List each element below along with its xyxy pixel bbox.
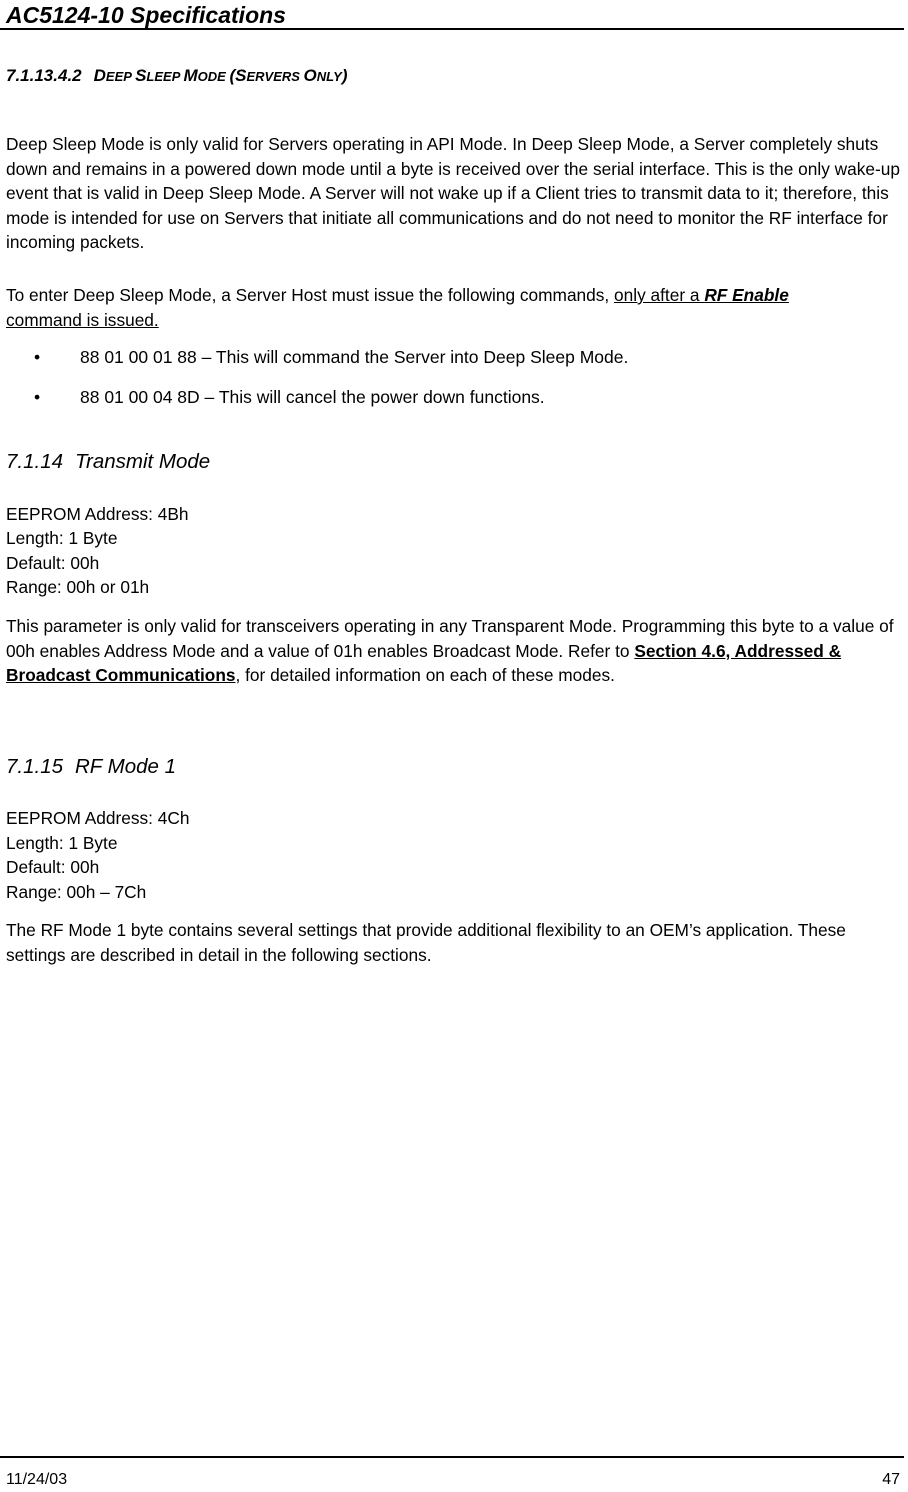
- page-number: 47: [882, 1471, 900, 1488]
- deep-sleep-enter-paragraph: To enter Deep Sleep Mode, a Server Host must issue the following commands, only after a RF Enable command is issued.: [6, 285, 789, 330]
- rf-enable-note: only after a RF Enable command is issued.: [6, 285, 789, 330]
- footer-divider: [0, 1456, 904, 1458]
- deep-sleep-intro-paragraph: Deep Sleep Mode is only valid for Servers operating in API Mode. In Deep Sleep Mode, a Server completely shuts down and remains in a powered down mode until a byte is received over the serial interface. This is the only wake-up event that is valid in Deep Sleep Mode. A Server will not wake up if a Client tries to transmit data to it; therefore, this mode is intended for use on Servers that initiate all communications and do not need to monitor the RF interface for incoming packets.: [6, 134, 900, 252]
- transmit-mode-description: This parameter is only valid for transceivers operating in any Transparent Mode. Programming this byte to a value of 00h enables Address Mode and a value of 01h enables Broadcast Mode. Refer to Section 4.6, Addressed & Broadcast Communications, for detailed information on each of these modes.: [6, 616, 894, 685]
- header-divider: [0, 28, 904, 30]
- heading-rf-mode-1: 7.1.15 RF Mode 1: [6, 755, 177, 778]
- document-title: AC5124-10 Specifications: [6, 2, 286, 28]
- footer-date: 11/24/03: [6, 1471, 68, 1488]
- transmit-default: Default: 00h: [6, 553, 100, 573]
- section-4-6-link[interactable]: Section 4.6, Addressed & Broadcast Communications: [6, 640, 842, 685]
- rf-mode-eeprom-address: EEPROM Address: 4Ch: [6, 808, 190, 828]
- transmit-length: Length: 1 Byte: [6, 528, 118, 548]
- transmit-range: Range: 00h or 01h: [6, 577, 150, 597]
- heading-transmit-mode: 7.1.14 Transmit Mode: [6, 450, 211, 473]
- rf-mode-length: Length: 1 Byte: [6, 833, 118, 853]
- rf-mode-range: Range: 00h – 7Ch: [6, 882, 147, 902]
- rf-mode-default: Default: 00h: [6, 857, 100, 877]
- transmit-eeprom-address: EEPROM Address: 4Bh: [6, 504, 189, 524]
- rf-mode-description: The RF Mode 1 byte contains several settings that provide additional flexibility to an OEM’s application. These settings are described in detail in the following sections.: [6, 920, 846, 965]
- bullet-icon: •: [34, 387, 41, 407]
- heading-deep-sleep-mode: 7.1.13.4.2 DEEP SLEEP MODE (SERVERS ONLY): [6, 66, 348, 85]
- heading-number: 7.1.13.4.2: [6, 66, 82, 85]
- bullet-icon: •: [34, 347, 41, 367]
- rf-enable-link[interactable]: RF Enable: [704, 285, 789, 305]
